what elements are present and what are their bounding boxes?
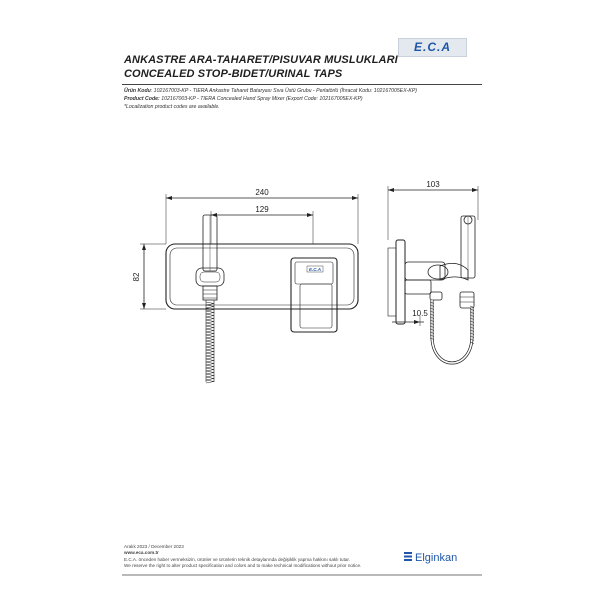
title-english: CONCEALED STOP-BIDET/URINAL TAPS: [124, 68, 343, 80]
dim-label-129: 129: [255, 205, 269, 214]
elginkan-logo-icon: [404, 552, 412, 562]
localization-note: *Localization product codes are available.: [124, 104, 220, 110]
dim-label-82: 82: [132, 272, 141, 282]
side-plate: [396, 240, 405, 324]
side-connector: [460, 292, 474, 308]
product-code-en-text: 102167003-KP - TIERA Concealed Hand Spray Mixer (Export Code: 102167005EX-KP): [159, 96, 363, 102]
cover-plate-inner: [170, 248, 354, 305]
footer-note-tr: E.C.A. önceden haber vermeksizin, ürünler ve ürünlerin teknik detaylarında değişiklik yapma hakkını saklı tutar.: [124, 557, 350, 562]
product-code-en-label: Product Code:: [124, 96, 160, 102]
dim-label-10-5: 10.5: [412, 309, 428, 318]
dim-label-103: 103: [426, 180, 440, 189]
title-turkish: ANKASTRE ARA-TAHARET/PISUVAR MUSLUKLARI: [124, 54, 398, 66]
hose-coil-front: [206, 302, 214, 383]
elginkan-brand-text: Elginkan: [415, 552, 458, 564]
faucet-badge: E.C.A: [308, 267, 322, 272]
arrowheads: [142, 188, 478, 324]
cover-plate: [166, 244, 358, 309]
footer-note-en: We reserve the right to alter product specification and colors and to make technical modifications without prior notice.: [124, 563, 362, 568]
side-hose-loop: [432, 300, 472, 363]
dim-label-240: 240: [255, 188, 269, 197]
footer-url: www.eca.com.tr: [124, 550, 159, 555]
footer-date: Aralık 2023 / December 2023: [124, 544, 184, 549]
elginkan-brand: [404, 552, 457, 564]
product-code-tr-text: : 102167003-KP - TIERA Ankastre Taharet Bataryası Sıva Üstü Grubu - Perlatörlü (İhracat Kodu: 102167005EX-KP): [150, 88, 418, 94]
eca-logo-text: E.C.A: [413, 40, 451, 54]
product-code-tr-label: Ürün Kodu: [124, 88, 151, 94]
